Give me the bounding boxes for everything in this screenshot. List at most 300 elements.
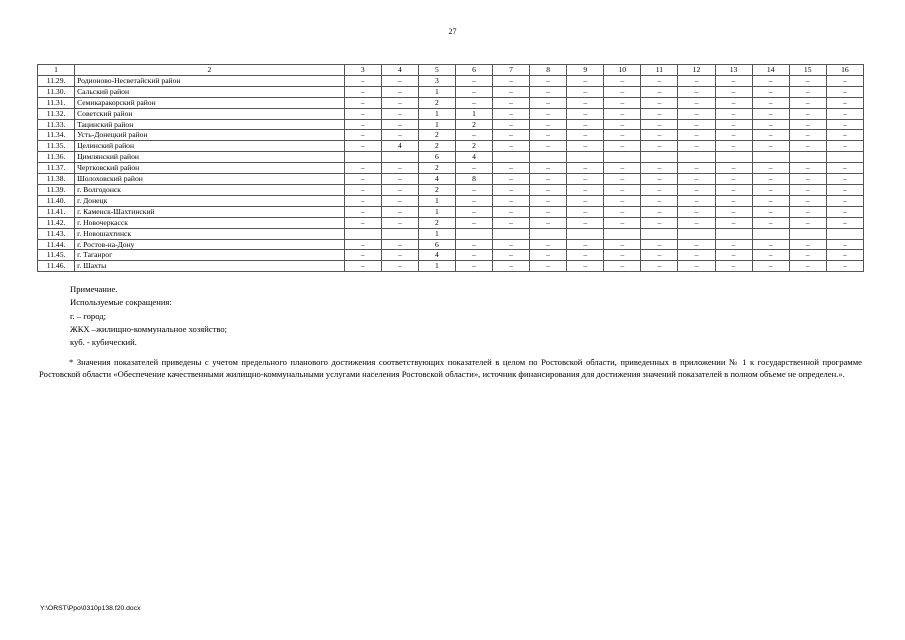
value-cell: – [789,250,826,261]
value-cell: – [826,108,863,119]
value-cell: – [381,163,418,174]
value-cell: – [530,195,567,206]
value-cell: – [641,261,678,272]
value-cell: 1 [418,261,455,272]
value-cell: – [530,141,567,152]
value-cell: – [715,86,752,97]
value-cell: – [789,217,826,228]
district-name-cell: г. Шахты [75,261,345,272]
value-cell: – [530,217,567,228]
value-cell: – [493,86,530,97]
value-cell: – [567,261,604,272]
value-cell: – [567,184,604,195]
value-cell: – [678,195,715,206]
district-name-cell: г. Таганрог [75,250,345,261]
value-cell: – [826,174,863,185]
value-cell: – [455,239,492,250]
value-cell: – [344,261,381,272]
value-cell: – [455,75,492,86]
district-name-cell: Семикаракорский район [75,97,345,108]
value-cell: – [381,119,418,130]
value-cell [641,228,678,239]
value-cell: – [789,163,826,174]
column-header-12: 12 [678,65,715,76]
district-name-cell: г. Новочеркасск [75,217,345,228]
value-cell: – [715,141,752,152]
district-name-cell: Целинский район [75,141,345,152]
table-row [38,141,864,152]
value-cell: – [344,75,381,86]
value-cell: – [344,206,381,217]
value-cell: – [344,141,381,152]
value-cell: – [455,195,492,206]
value-cell: – [789,239,826,250]
value-cell: – [678,261,715,272]
value-cell: – [752,141,789,152]
value-cell: – [567,163,604,174]
value-cell [604,152,641,163]
value-cell: – [604,261,641,272]
value-cell: – [530,86,567,97]
value-cell: – [604,75,641,86]
value-cell: – [678,174,715,185]
column-header-14: 14 [752,65,789,76]
value-cell: – [789,195,826,206]
value-cell: – [826,206,863,217]
column-header-13: 13 [715,65,752,76]
table-header-row [38,65,864,76]
value-cell: – [381,206,418,217]
value-cell: – [381,239,418,250]
value-cell: – [678,141,715,152]
value-cell: – [493,108,530,119]
row-number-cell: 11.35. [38,141,75,152]
table-row [38,119,864,130]
value-cell: – [641,184,678,195]
value-cell: – [567,119,604,130]
table-row [38,86,864,97]
value-cell: 1 [418,228,455,239]
value-cell: – [641,75,678,86]
value-cell: – [826,217,863,228]
row-number-cell: 11.45. [38,250,75,261]
value-cell: – [752,97,789,108]
value-cell: – [604,119,641,130]
value-cell: – [641,86,678,97]
column-header-11: 11 [641,65,678,76]
value-cell: – [715,130,752,141]
value-cell: – [344,130,381,141]
value-cell: – [789,184,826,195]
value-cell: – [493,174,530,185]
value-cell: – [715,239,752,250]
value-cell: – [826,239,863,250]
value-cell: – [455,206,492,217]
value-cell: – [641,250,678,261]
value-cell: – [344,119,381,130]
notes-item: ЖКХ –жилищно-коммунальное хозяйство; [70,323,228,334]
value-cell: – [678,86,715,97]
value-cell: – [641,108,678,119]
value-cell: – [493,97,530,108]
value-cell: – [530,163,567,174]
row-number-cell: 11.33. [38,119,75,130]
value-cell: – [493,239,530,250]
value-cell [530,152,567,163]
value-cell: 8 [455,174,492,185]
value-cell [715,152,752,163]
value-cell: – [678,130,715,141]
value-cell: – [530,206,567,217]
district-name-cell: Усть-Донецкий район [75,130,345,141]
value-cell: – [493,119,530,130]
value-cell: – [604,130,641,141]
value-cell: 1 [418,119,455,130]
value-cell: – [752,75,789,86]
value-cell: – [567,130,604,141]
notes-block [70,283,227,349]
value-cell: – [530,250,567,261]
table-row [38,130,864,141]
value-cell: – [344,174,381,185]
value-cell: 1 [418,86,455,97]
value-cell: – [381,250,418,261]
column-header-8: 8 [530,65,567,76]
value-cell: – [752,250,789,261]
value-cell: 6 [418,152,455,163]
value-cell [493,228,530,239]
value-cell: – [530,75,567,86]
value-cell: – [530,239,567,250]
row-number-cell: 11.32. [38,108,75,119]
value-cell: – [381,195,418,206]
value-cell: – [752,119,789,130]
value-cell: 2 [418,97,455,108]
value-cell: – [752,195,789,206]
row-number-cell: 11.42. [38,217,75,228]
value-cell: 2 [455,119,492,130]
value-cell: – [344,97,381,108]
value-cell: – [752,217,789,228]
value-cell: – [344,195,381,206]
value-cell: – [789,174,826,185]
value-cell: – [789,75,826,86]
value-cell: – [715,163,752,174]
value-cell: – [530,184,567,195]
value-cell: – [826,130,863,141]
value-cell: – [381,75,418,86]
column-header-7: 7 [493,65,530,76]
table-row [38,228,864,239]
value-cell: – [530,130,567,141]
value-cell [530,228,567,239]
value-cell: – [344,108,381,119]
value-cell: – [493,261,530,272]
value-cell: – [678,206,715,217]
district-name-cell: г. Донецк [75,195,345,206]
value-cell: 2 [455,141,492,152]
district-name-cell: г. Волгодонск [75,184,345,195]
notes-item: куб. - кубический. [70,337,137,348]
value-cell [381,152,418,163]
table-row [38,195,864,206]
value-cell: – [641,239,678,250]
district-name-cell: Шолоховский район [75,174,345,185]
value-cell: 4 [418,174,455,185]
value-cell: – [530,174,567,185]
value-cell: – [493,130,530,141]
value-cell: 1 [418,108,455,119]
value-cell: – [493,163,530,174]
value-cell [789,228,826,239]
value-cell: – [604,239,641,250]
value-cell: – [789,108,826,119]
value-cell: – [381,130,418,141]
row-number-cell: 11.31. [38,97,75,108]
row-number-cell: 11.46. [38,261,75,272]
value-cell: – [567,141,604,152]
value-cell: – [455,130,492,141]
row-number-cell: 11.39. [38,184,75,195]
value-cell: 1 [455,108,492,119]
value-cell: – [344,184,381,195]
value-cell: – [715,250,752,261]
value-cell: – [567,206,604,217]
column-header-10: 10 [604,65,641,76]
value-cell: – [715,97,752,108]
value-cell: – [826,250,863,261]
value-cell: – [344,163,381,174]
value-cell: – [789,141,826,152]
table-row [38,217,864,228]
table-row [38,75,864,86]
value-cell: – [567,250,604,261]
value-cell: – [789,206,826,217]
table-row [38,261,864,272]
value-cell [493,152,530,163]
value-cell [567,152,604,163]
value-cell: – [715,261,752,272]
value-cell: 2 [418,130,455,141]
value-cell: – [604,174,641,185]
value-cell: – [641,163,678,174]
value-cell: – [752,174,789,185]
row-number-cell: 11.40. [38,195,75,206]
value-cell: – [678,163,715,174]
value-cell: – [381,97,418,108]
table-row [38,250,864,261]
value-cell: – [381,174,418,185]
table-row [38,174,864,185]
district-name-cell: Цимлянский район [75,152,345,163]
row-number-cell: 11.30. [38,86,75,97]
table-row [38,163,864,174]
value-cell: – [604,217,641,228]
value-cell: – [752,130,789,141]
footnote-text: * Значения показателей приведены с учетом предельного планового достижения соответствующих показателей в целом по Ростовской области, приведенных в приложении № 1 к государственной программе Ростовской области «Обеспечение качественными жилищно-коммунальными услугами населения Ростовской области», источник финансирования для достижения значений показателей в полном объеме не определен.». [39,357,862,380]
value-cell: – [530,261,567,272]
value-cell [789,152,826,163]
value-cell: – [604,206,641,217]
value-cell: – [789,130,826,141]
value-cell: – [455,217,492,228]
value-cell: – [715,75,752,86]
value-cell: – [826,261,863,272]
value-cell: – [752,206,789,217]
column-header-5: 5 [418,65,455,76]
value-cell: 4 [455,152,492,163]
value-cell: – [455,86,492,97]
row-number-cell: 11.34. [38,130,75,141]
column-header-4: 4 [381,65,418,76]
district-name-cell: Тацинский район [75,119,345,130]
value-cell: – [678,184,715,195]
value-cell: – [678,97,715,108]
column-header-9: 9 [567,65,604,76]
value-cell: – [641,141,678,152]
value-cell: – [641,130,678,141]
value-cell: – [567,86,604,97]
value-cell: – [493,250,530,261]
value-cell: – [752,86,789,97]
value-cell: – [641,206,678,217]
value-cell [344,152,381,163]
value-cell: – [678,250,715,261]
value-cell: – [344,239,381,250]
value-cell: – [826,141,863,152]
value-cell: – [493,141,530,152]
value-cell: – [789,261,826,272]
notes-item: г. – город; [70,310,107,321]
value-cell: – [715,174,752,185]
value-cell: – [381,86,418,97]
value-cell: – [826,97,863,108]
value-cell: – [604,141,641,152]
value-cell: – [493,217,530,228]
value-cell: – [493,206,530,217]
district-name-cell: г. Новошахтинск [75,228,345,239]
value-cell: – [641,174,678,185]
value-cell: – [567,75,604,86]
notes-subtitle: Используемые сокращения: [70,297,172,308]
column-header-3: 3 [344,65,381,76]
indicator-table [37,64,864,272]
value-cell [752,228,789,239]
table-row [38,239,864,250]
value-cell: – [567,195,604,206]
value-cell: – [641,195,678,206]
value-cell: – [344,86,381,97]
notes-title: Примечание. [70,284,118,294]
value-cell: – [381,108,418,119]
value-cell: – [344,217,381,228]
value-cell: – [752,163,789,174]
page-number: 27 [448,27,457,36]
value-cell: – [493,184,530,195]
value-cell: – [604,195,641,206]
value-cell: 4 [381,141,418,152]
value-cell: – [567,108,604,119]
value-cell [678,152,715,163]
value-cell: – [826,75,863,86]
value-cell: – [455,163,492,174]
value-cell: – [826,195,863,206]
value-cell: – [715,195,752,206]
value-cell: – [715,217,752,228]
value-cell: – [530,97,567,108]
value-cell: – [567,239,604,250]
value-cell [752,152,789,163]
row-number-cell: 11.38. [38,174,75,185]
value-cell: – [715,206,752,217]
file-path: Y:\ORST\Ppo\0310p138.f20.docx [40,605,141,612]
value-cell: – [715,108,752,119]
value-cell: 2 [418,217,455,228]
value-cell [715,228,752,239]
value-cell: – [530,108,567,119]
value-cell: – [381,261,418,272]
table-body [38,75,864,271]
value-cell: – [641,119,678,130]
value-cell [604,228,641,239]
value-cell: – [567,97,604,108]
value-cell: – [604,163,641,174]
value-cell: – [493,195,530,206]
value-cell: – [455,250,492,261]
value-cell [381,228,418,239]
district-name-cell: Родионово-Несветайский район [75,75,345,86]
district-name-cell: г. Ростов-на-Дону [75,239,345,250]
value-cell: – [604,97,641,108]
column-header-16: 16 [826,65,863,76]
value-cell: – [493,75,530,86]
value-cell: – [604,108,641,119]
value-cell [826,152,863,163]
value-cell: – [455,97,492,108]
value-cell: – [678,108,715,119]
value-cell: – [381,184,418,195]
district-name-cell: Сальский район [75,86,345,97]
value-cell [826,228,863,239]
value-cell: 1 [418,195,455,206]
footnote [39,356,862,381]
value-cell [641,152,678,163]
value-cell: – [826,119,863,130]
value-cell: 2 [418,163,455,174]
value-cell: – [641,217,678,228]
row-number-cell: 11.43. [38,228,75,239]
value-cell: – [789,97,826,108]
table-row [38,184,864,195]
value-cell: – [826,86,863,97]
value-cell: 1 [418,206,455,217]
row-number-cell: 11.36. [38,152,75,163]
value-cell [455,228,492,239]
value-cell: – [455,184,492,195]
table-row [38,108,864,119]
value-cell [678,228,715,239]
value-cell: 2 [418,184,455,195]
value-cell [567,228,604,239]
value-cell [344,228,381,239]
value-cell: – [752,184,789,195]
value-cell: – [678,239,715,250]
value-cell: – [752,239,789,250]
row-number-cell: 11.41. [38,206,75,217]
value-cell: – [678,119,715,130]
value-cell: – [567,217,604,228]
value-cell: 2 [418,141,455,152]
